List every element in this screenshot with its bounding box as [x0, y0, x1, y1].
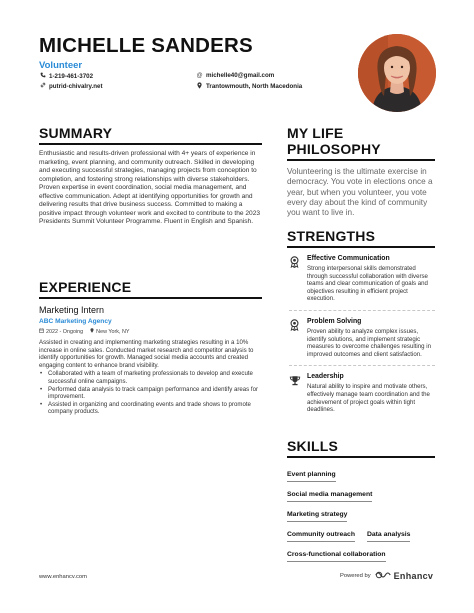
skill-tag: Community outreach [287, 527, 355, 542]
footer-website[interactable]: www.enhancv.com [39, 574, 87, 580]
candidate-role: Volunteer [39, 60, 83, 71]
skill-tag: Event planning [287, 467, 336, 482]
philosophy-section [287, 125, 435, 218]
strength-item [287, 373, 435, 413]
at-sign-icon: @ [196, 72, 203, 79]
philosophy-heading: MY LIFE PHILOSOPHY [287, 125, 381, 157]
candidate-name: MICHELLE SANDERS [39, 34, 253, 57]
job-title: Marketing Intern [39, 305, 105, 315]
strength-item [287, 255, 435, 303]
summary-section [39, 125, 262, 227]
job-bullet: • Assisted in organizing and coordinating events and trade shows to promote company products. [39, 401, 262, 416]
job-bullets [39, 370, 262, 416]
job-dates: 2022 - Ongoing [46, 328, 84, 335]
philosophy-divider [287, 159, 435, 161]
strength-description: Natural ability to inspire and motivate others, effectively manage team coordination and the achievement of project goals within tight deadlines. [307, 383, 430, 414]
trophy-icon [289, 373, 301, 385]
strength-title: Problem Solving [307, 317, 362, 325]
location-text: Trantowmouth, North Macedonia [206, 83, 303, 90]
job-location: New York, NY [96, 328, 130, 335]
strengths-section [287, 228, 435, 414]
experience-heading: EXPERIENCE [39, 279, 132, 295]
award-ribbon-icon [289, 318, 301, 330]
enhancv-logo-icon [375, 571, 391, 581]
strength-separator [289, 365, 435, 366]
website-link[interactable]: putrid-chivalry.net [49, 82, 103, 90]
experience-divider [39, 297, 262, 299]
summary-text: Enthusiastic and results-driven professional with 4+ years of experience in marketing, event planning, and community outreach. Skilled in developing and executing successful strategies, managing projects from conception to completion, and fostering strong relationships with diverse stakeholders. Proven expertise in event coordination, social media management, and effective communication. Adept at identifying opportunities for growth and delivering results that drive business success. Committed to making a positive impact through volunteer work and excited to contribute to the 2023 Presidents Summit Volunteer Programme. Fluent in English and Spanish. [39, 150, 261, 225]
skill-tag: Marketing strategy [287, 507, 347, 522]
philosophy-text: Volunteering is the ultimate exercise in democracy. You vote in elections once a year, but when you volunteer, you vote every day about the kind of community you want to live in. [287, 167, 433, 218]
brand-name: Enhancv [393, 571, 434, 581]
email-link[interactable]: michelle40@gmail.com [206, 72, 275, 79]
strength-title: Effective Communication [307, 255, 390, 262]
skills-divider [287, 456, 435, 458]
skills-heading: SKILLS [287, 438, 338, 454]
job-bullet: • Collaborated with a team of marketing professionals to develop and execute successful online campaigns. [39, 370, 262, 385]
job-description: Assisted in creating and implementing marketing strategies resulting in a 10% increase in online sales. Conducted market research and competitor analysis to identify opportunities for growth. Managed social media accounts and created engaging content to enhance brand visibility. [39, 339, 254, 369]
footer-branding [340, 571, 433, 581]
calendar-icon [39, 328, 44, 335]
contact-email[interactable] [196, 72, 274, 79]
skills-list [287, 462, 447, 562]
profile-photo [358, 34, 436, 112]
resume-header [39, 34, 359, 71]
summary-heading: SUMMARY [39, 125, 113, 141]
strengths-divider [287, 246, 435, 248]
strengths-heading: STRENGTHS [287, 228, 376, 244]
job-bullet: • Performed data analysis to track campaign performance and identify areas for improvement. [39, 386, 262, 401]
phone-text: 1-219-461-3702 [49, 72, 94, 80]
skill-tag: Data analysis [367, 527, 410, 542]
skill-tag: Social media management [287, 487, 372, 502]
experience-section [39, 279, 262, 416]
strength-description: Proven ability to analyze complex issues, identify solutions, and implement strategic measures to overcome challenges resulting in improved outcomes and client satisfaction. [307, 327, 431, 358]
location-pin-icon [90, 328, 94, 335]
summary-divider [39, 143, 262, 145]
location-pin-icon [196, 82, 203, 91]
job-meta [39, 328, 262, 335]
strength-item [287, 318, 435, 358]
award-ribbon-icon [289, 255, 301, 267]
portrait-image [358, 34, 436, 112]
skill-tag: Cross-functional collaboration [287, 547, 386, 562]
contact-phone [39, 72, 93, 80]
skills-section [287, 438, 435, 562]
strength-title: Leadership [307, 373, 344, 381]
contact-website[interactable] [39, 82, 103, 90]
powered-by-label: Powered by [340, 573, 371, 579]
link-icon [39, 82, 46, 90]
strength-description: Strong interpersonal skills demonstrated through successful collaboration with diverse teams and clear communication of goals and objectives resulting in efficient project execution. [307, 265, 428, 303]
contact-location [196, 82, 302, 91]
job-entry [39, 305, 262, 416]
phone-icon [39, 72, 46, 80]
strength-separator [289, 310, 435, 311]
company-name: ABC Marketing Agency [39, 318, 112, 325]
